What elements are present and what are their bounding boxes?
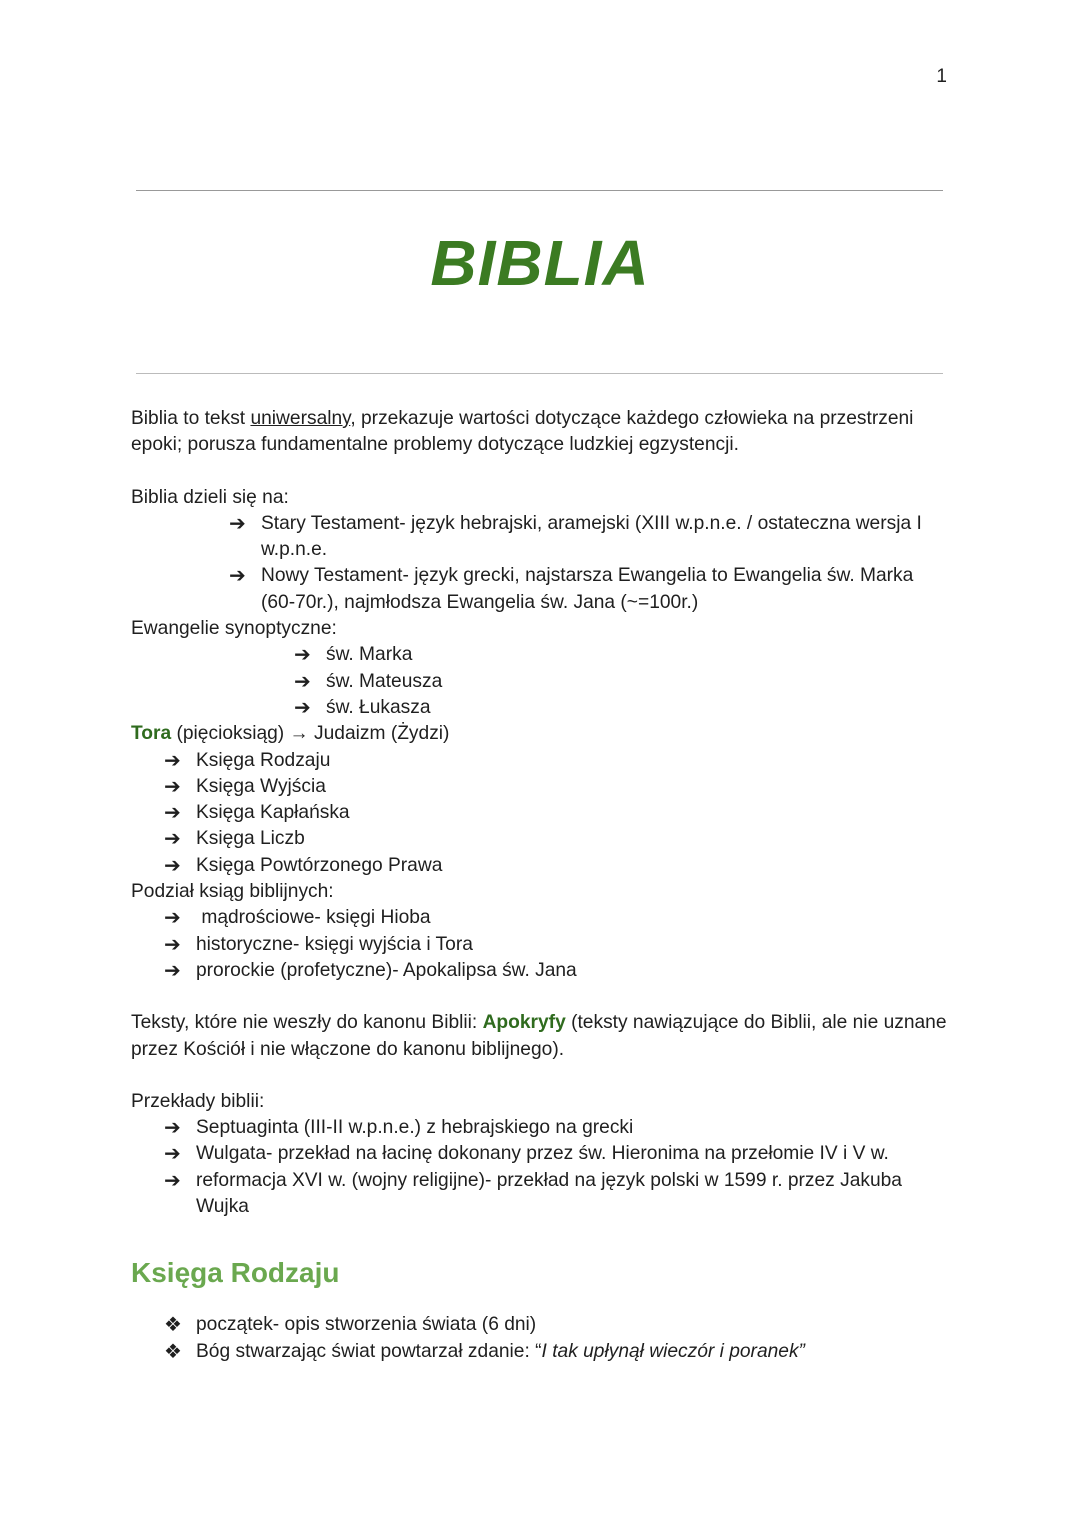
arrow-icon: ➔	[164, 854, 181, 877]
page-title: BIBLIA	[430, 227, 650, 299]
diamond-icon: ❖	[164, 1340, 182, 1363]
intro-underlined: uniwersalny	[250, 408, 351, 429]
arrow-icon: ➔	[164, 1117, 181, 1140]
list-item: ➔ Księga Powtórzonego Prawa	[196, 853, 951, 879]
intro-text: Biblia to tekst	[131, 408, 251, 429]
list-item: ➔ Septuaginta (III-II w.p.n.e.) z hebrajskiego na grecki	[196, 1115, 951, 1141]
arrow-icon: ➔	[164, 933, 181, 956]
list-item: ➔ reformacja XVI w. (wojny religijne)- przekład na język polski w 1599 r. przez Jakuba Wujka	[164, 1169, 902, 1218]
intro-text-rest: , przekazuje wartości dotyczące każdego człowieka na przestrzeni epoki; porusza fundamentalne problemy dotyczące ludzkiej egzystencji.	[131, 408, 914, 456]
genesis-quote: I tak upłynął wieczór i poranek”	[541, 1340, 805, 1362]
top-divider	[136, 190, 943, 191]
list-item: ❖ Bóg stwarzając świat powtarzał zdanie: “I tak upłynął wieczór i poranek”	[196, 1339, 951, 1365]
translations-heading: Przekłady biblii:	[131, 1090, 265, 1112]
books-division-heading: Podział ksiąg biblijnych:	[131, 881, 334, 903]
arrow-icon: ➔	[164, 828, 181, 851]
list-item: ➔ Nowy Testament- język grecki, najstarsza Ewangelia to Ewangelia św. Marka (60-70r.), najmłodsza Ewangelia św. Jana (~=100r.)	[229, 565, 914, 613]
arrow-icon: ➔	[164, 775, 181, 798]
list-item: ➔ św. Mateusza	[326, 669, 951, 695]
list-item: ➔ Księga Liczb	[196, 826, 951, 852]
arrow-icon: ➔	[164, 959, 181, 982]
list-item: ➔ św. Marka	[326, 642, 951, 668]
diamond-icon: ❖	[164, 1314, 182, 1337]
synoptic-heading: Ewangelie synoptyczne:	[131, 618, 337, 640]
arrow-icon: ➔	[229, 565, 246, 588]
arrow-icon: ➔	[294, 644, 311, 667]
tora-list	[131, 748, 951, 879]
arrow-icon: ➔	[164, 1169, 181, 1192]
arrow-icon: ➔	[164, 907, 181, 930]
arrow-icon: ➔	[164, 802, 181, 825]
arrow-icon: ➔	[294, 670, 311, 693]
section-heading-genesis: Księga Rodzaju	[131, 1257, 340, 1289]
division-list	[131, 511, 951, 616]
arrow-icon: ➔	[294, 696, 311, 719]
bottom-divider	[136, 373, 943, 374]
translations-list	[131, 1115, 951, 1220]
list-item: ➔ św. Łukasza	[326, 695, 951, 721]
page-number: 1	[936, 66, 947, 87]
apocrypha-paragraph: Teksty, które nie weszły do kanonu Biblii: Apokryfy (teksty nawiązujące do Biblii, ale nie uznane przez Kościół i nie włączone do kanonu biblijnego).	[131, 1012, 947, 1060]
list-item: ➔ Księga Kapłańska	[196, 800, 951, 826]
list-item: ➔ mądrościowe- księgi Hioba	[196, 905, 951, 931]
arrow-icon: ➔	[229, 512, 246, 535]
list-item: ➔ Stary Testament- język hebrajski, aramejski (XIII w.p.n.e. / ostateczna wersja I w.p.n.e.	[229, 512, 922, 561]
list-item: ❖ początek- opis stworzenia świata (6 dni)	[196, 1312, 951, 1338]
list-item: ➔ prorockie (profetyczne)- Apokalipsa św. Jana	[196, 958, 951, 984]
list-item: ➔ Księga Wyjścia	[196, 774, 951, 800]
intro-paragraph	[131, 406, 951, 459]
tora-heading: Tora (pięcioksiąg) → Judaizm (Żydzi)	[131, 723, 450, 745]
synoptic-list	[131, 642, 951, 721]
arrow-icon: ➔	[164, 1143, 181, 1166]
arrow-icon: ➔	[164, 749, 181, 772]
tora-term: Tora	[131, 723, 172, 745]
list-item: ➔ historyczne- księgi wyjścia i Tora	[196, 932, 951, 958]
list-item: ➔ Wulgata- przekład na łacinę dokonany przez św. Hieronima na przełomie IV i V w.	[196, 1141, 951, 1167]
division-heading: Biblia dzieli się na:	[131, 486, 289, 508]
document-body	[131, 406, 951, 1365]
apocrypha-term: Apokryfy	[482, 1012, 566, 1034]
list-item: ➔ Księga Rodzaju	[196, 748, 951, 774]
genesis-list	[131, 1312, 951, 1365]
books-division-list	[131, 905, 951, 984]
